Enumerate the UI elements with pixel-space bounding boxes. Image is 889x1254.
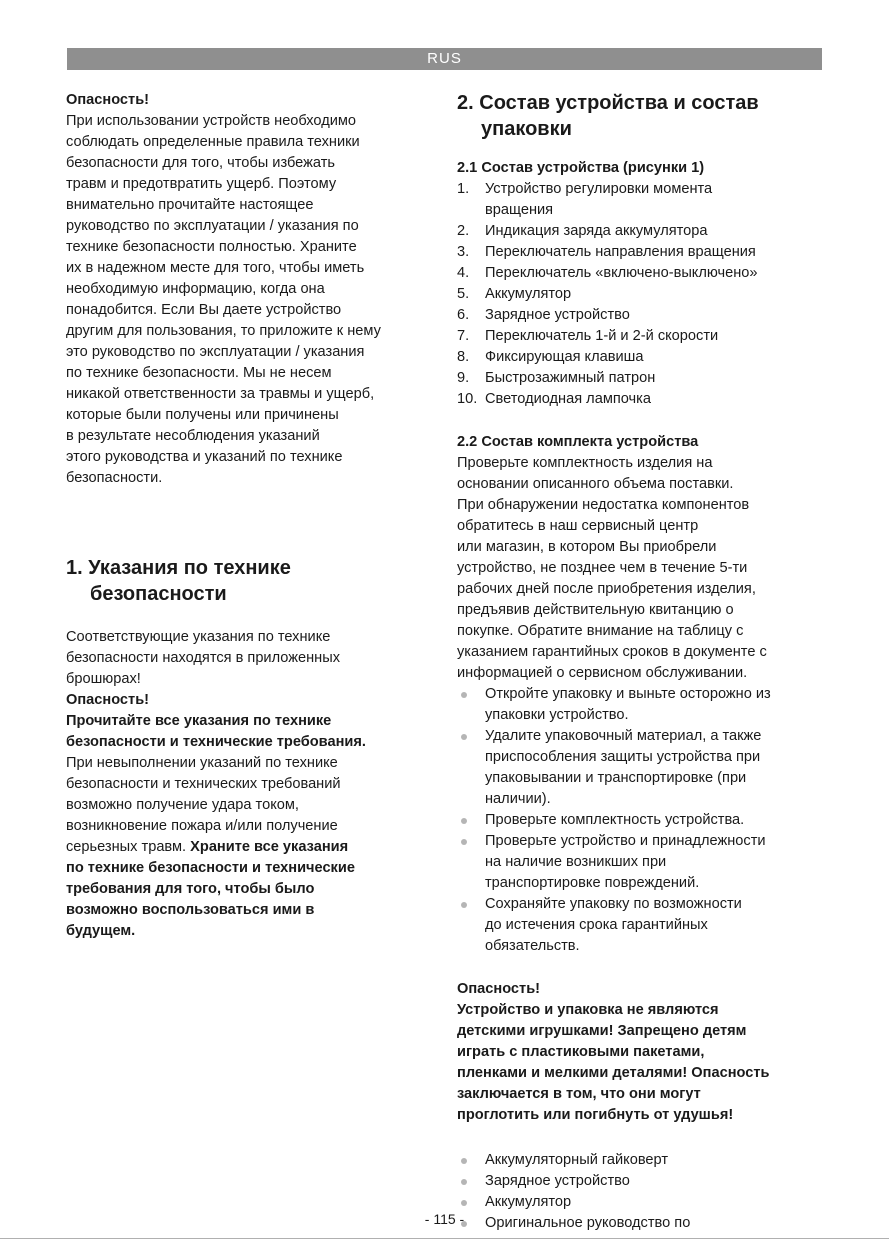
text-line: рабочих дней после приобретения изделия, xyxy=(457,581,756,597)
left-column xyxy=(66,90,438,942)
language-label: RUS xyxy=(427,50,462,67)
section-1-number: 1. xyxy=(66,557,83,579)
text-line: или магазин, в котором Вы приобрели xyxy=(457,539,717,555)
list-item: 9. Быстрозажимный патрон xyxy=(457,370,656,386)
text-line: их в надежном месте для того, чтобы иметь xyxy=(66,260,365,276)
list-item: Оригинальное руководство по xyxy=(457,1213,829,1234)
danger-paragraph-2 xyxy=(66,711,438,942)
bottom-divider xyxy=(0,1238,889,1239)
text-line: безопасности находятся в приложенных xyxy=(66,650,341,666)
section-1-title-line1: Указания по технике xyxy=(88,557,291,579)
text-line: безопасности и технических требований xyxy=(66,776,341,792)
section-1-heading xyxy=(66,555,438,607)
text-line: Устройство и упаковка не являются xyxy=(457,1002,719,1018)
list-item: Проверьте устройство и принадлежности на наличие возникших при транспортировке повреждений. xyxy=(457,831,829,894)
text-line: по технике безопасности. Мы не несем xyxy=(66,365,332,381)
page-number: - 115 - xyxy=(424,1211,465,1227)
text-line: Соответствующие указания по технике xyxy=(66,629,331,645)
bullet-icon xyxy=(461,1200,467,1206)
text-line: При обнаружении недостатка компонентов xyxy=(457,497,750,513)
subsection-2-2-title: 2.2 Состав комплекта устройства xyxy=(457,434,699,450)
text-line: которые были получены или причинены xyxy=(66,407,339,423)
section-2-number: 2. xyxy=(457,92,474,114)
text-line: безопасности для того, чтобы избежать xyxy=(66,155,335,171)
language-header-bar xyxy=(67,48,822,70)
text-line: Проверьте комплектность изделия на xyxy=(457,455,713,471)
list-item: 8. Фиксирующая клавиша xyxy=(457,349,644,365)
safety-intro-paragraph xyxy=(66,627,438,690)
text-line: возможно получение удара током, xyxy=(66,797,299,813)
list-item: 10. Светодиодная лампочка xyxy=(457,391,651,407)
device-parts-list xyxy=(457,179,829,410)
text-line: будущем. xyxy=(66,923,136,939)
text-line: соблюдать определенные правила техники xyxy=(66,134,360,150)
list-item: Аккумулятор xyxy=(457,1192,829,1213)
bullet-icon xyxy=(461,692,467,698)
text-line: это руководство по эксплуатации / указания xyxy=(66,344,365,360)
bullet-icon xyxy=(461,839,467,845)
text-line: безопасности и технические требования. xyxy=(66,734,366,750)
subsection-2-1-title: 2.1 Состав устройства (рисунки 1) xyxy=(457,160,705,176)
list-item: Проверьте комплектность устройства. xyxy=(457,810,829,831)
text-line: требования для того, чтобы было xyxy=(66,881,315,897)
bullet-icon xyxy=(461,902,467,908)
text-line: брошюрах! xyxy=(66,671,141,687)
text-line: необходимую информацию, когда она xyxy=(66,281,325,297)
list-item: Зарядное устройство xyxy=(457,1171,829,1192)
right-column xyxy=(457,90,829,1234)
text-line: детскими игрушками! Запрещено детям xyxy=(457,1023,747,1039)
text-line: предъявив действительную квитанцию о xyxy=(457,602,734,618)
section-2-title-line1: Состав устройства и состав xyxy=(479,92,759,114)
unpacking-steps-list xyxy=(457,684,829,957)
section-2-heading xyxy=(457,90,829,142)
danger-title-1: Опасность! xyxy=(66,92,150,108)
delivery-check-paragraph xyxy=(457,453,829,684)
text-line: пленками и мелкими деталями! Опасность xyxy=(457,1065,770,1081)
list-item: 5. Аккумулятор xyxy=(457,286,572,302)
text-line: информацией о сервисном обслуживании. xyxy=(457,665,748,681)
list-item: 7. Переключатель 1-й и 2-й скорости xyxy=(457,328,719,344)
text-line: травм и предотвратить ущерб. Поэтому xyxy=(66,176,337,192)
text-line: по технике безопасности и технические xyxy=(66,860,355,876)
text-bold-run: Храните все указания xyxy=(190,839,349,855)
text-line: внимательно прочитайте настоящее xyxy=(66,197,314,213)
text-line: другим для пользования, то приложите к нему xyxy=(66,323,381,339)
list-item: Сохраняйте упаковку по возможности до истечения срока гарантийных обязательств. xyxy=(457,894,829,957)
text-line: Прочитайте все указания по технике xyxy=(66,713,332,729)
danger-paragraph-3 xyxy=(457,1000,829,1126)
list-item: 1. Устройство регулировки момента вращения xyxy=(457,181,713,218)
list-item: 6. Зарядное устройство xyxy=(457,307,630,323)
text-line: При невыполнении указаний по технике xyxy=(66,755,338,771)
list-item: 3. Переключатель направления вращения xyxy=(457,244,756,260)
text-line: играть с пластиковыми пакетами, xyxy=(457,1044,705,1060)
list-item: 4. Переключатель «включено-выключено» xyxy=(457,265,758,281)
text-line: никакой ответственности за травмы и ущерб, xyxy=(66,386,375,402)
bullet-icon xyxy=(461,1179,467,1185)
bullet-icon xyxy=(461,1158,467,1164)
text-line: устройство, не позднее чем в течение 5-ти xyxy=(457,560,748,576)
bullet-icon xyxy=(461,818,467,824)
list-item: Удалите упаковочный материал, а также приспособления защиты устройства при упаковывании и транспортировке (при наличии). xyxy=(457,726,829,810)
text-line xyxy=(66,837,438,858)
list-item: Аккумуляторный гайковерт xyxy=(457,1150,829,1171)
text-line: возникновение пожара и/или получение xyxy=(66,818,338,834)
text-line: технике безопасности полностью. Храните xyxy=(66,239,357,255)
text-line: безопасности. xyxy=(66,470,163,486)
text-line: в результате несоблюдения указаний xyxy=(66,428,320,444)
text-line: этого руководства и указаний по технике xyxy=(66,449,343,465)
text-line: основании описанного объема поставки. xyxy=(457,476,734,492)
text-line: указанием гарантийных сроков в документе с xyxy=(457,644,767,660)
text-line: проглотить или погибнуть от удушья! xyxy=(457,1107,734,1123)
text-line: руководство по эксплуатации / указания по xyxy=(66,218,359,234)
text-normal-run: серьезных травм. xyxy=(66,839,191,855)
text-line: При использовании устройств необходимо xyxy=(66,113,357,129)
section-2-title-line2: упаковки xyxy=(481,118,572,140)
danger-title-3: Опасность! xyxy=(457,981,541,997)
text-line: покупке. Обратите внимание на таблицу с xyxy=(457,623,744,639)
text-line: понадобится. Если Вы даете устройство xyxy=(66,302,342,318)
list-item: Откройте упаковку и выньте осторожно из упаковки устройство. xyxy=(457,684,829,726)
list-item: 2. Индикация заряда аккумулятора xyxy=(457,223,708,239)
danger-paragraph-1 xyxy=(66,111,438,489)
bullet-icon xyxy=(461,734,467,740)
section-1-title-line2: безопасности xyxy=(90,583,227,605)
text-line: возможно воспользоваться ими в xyxy=(66,902,315,918)
text-line: обратитесь в наш сервисный центр xyxy=(457,518,699,534)
text-line: заключается в том, что они могут xyxy=(457,1086,701,1102)
danger-title-2: Опасность! xyxy=(66,692,150,708)
